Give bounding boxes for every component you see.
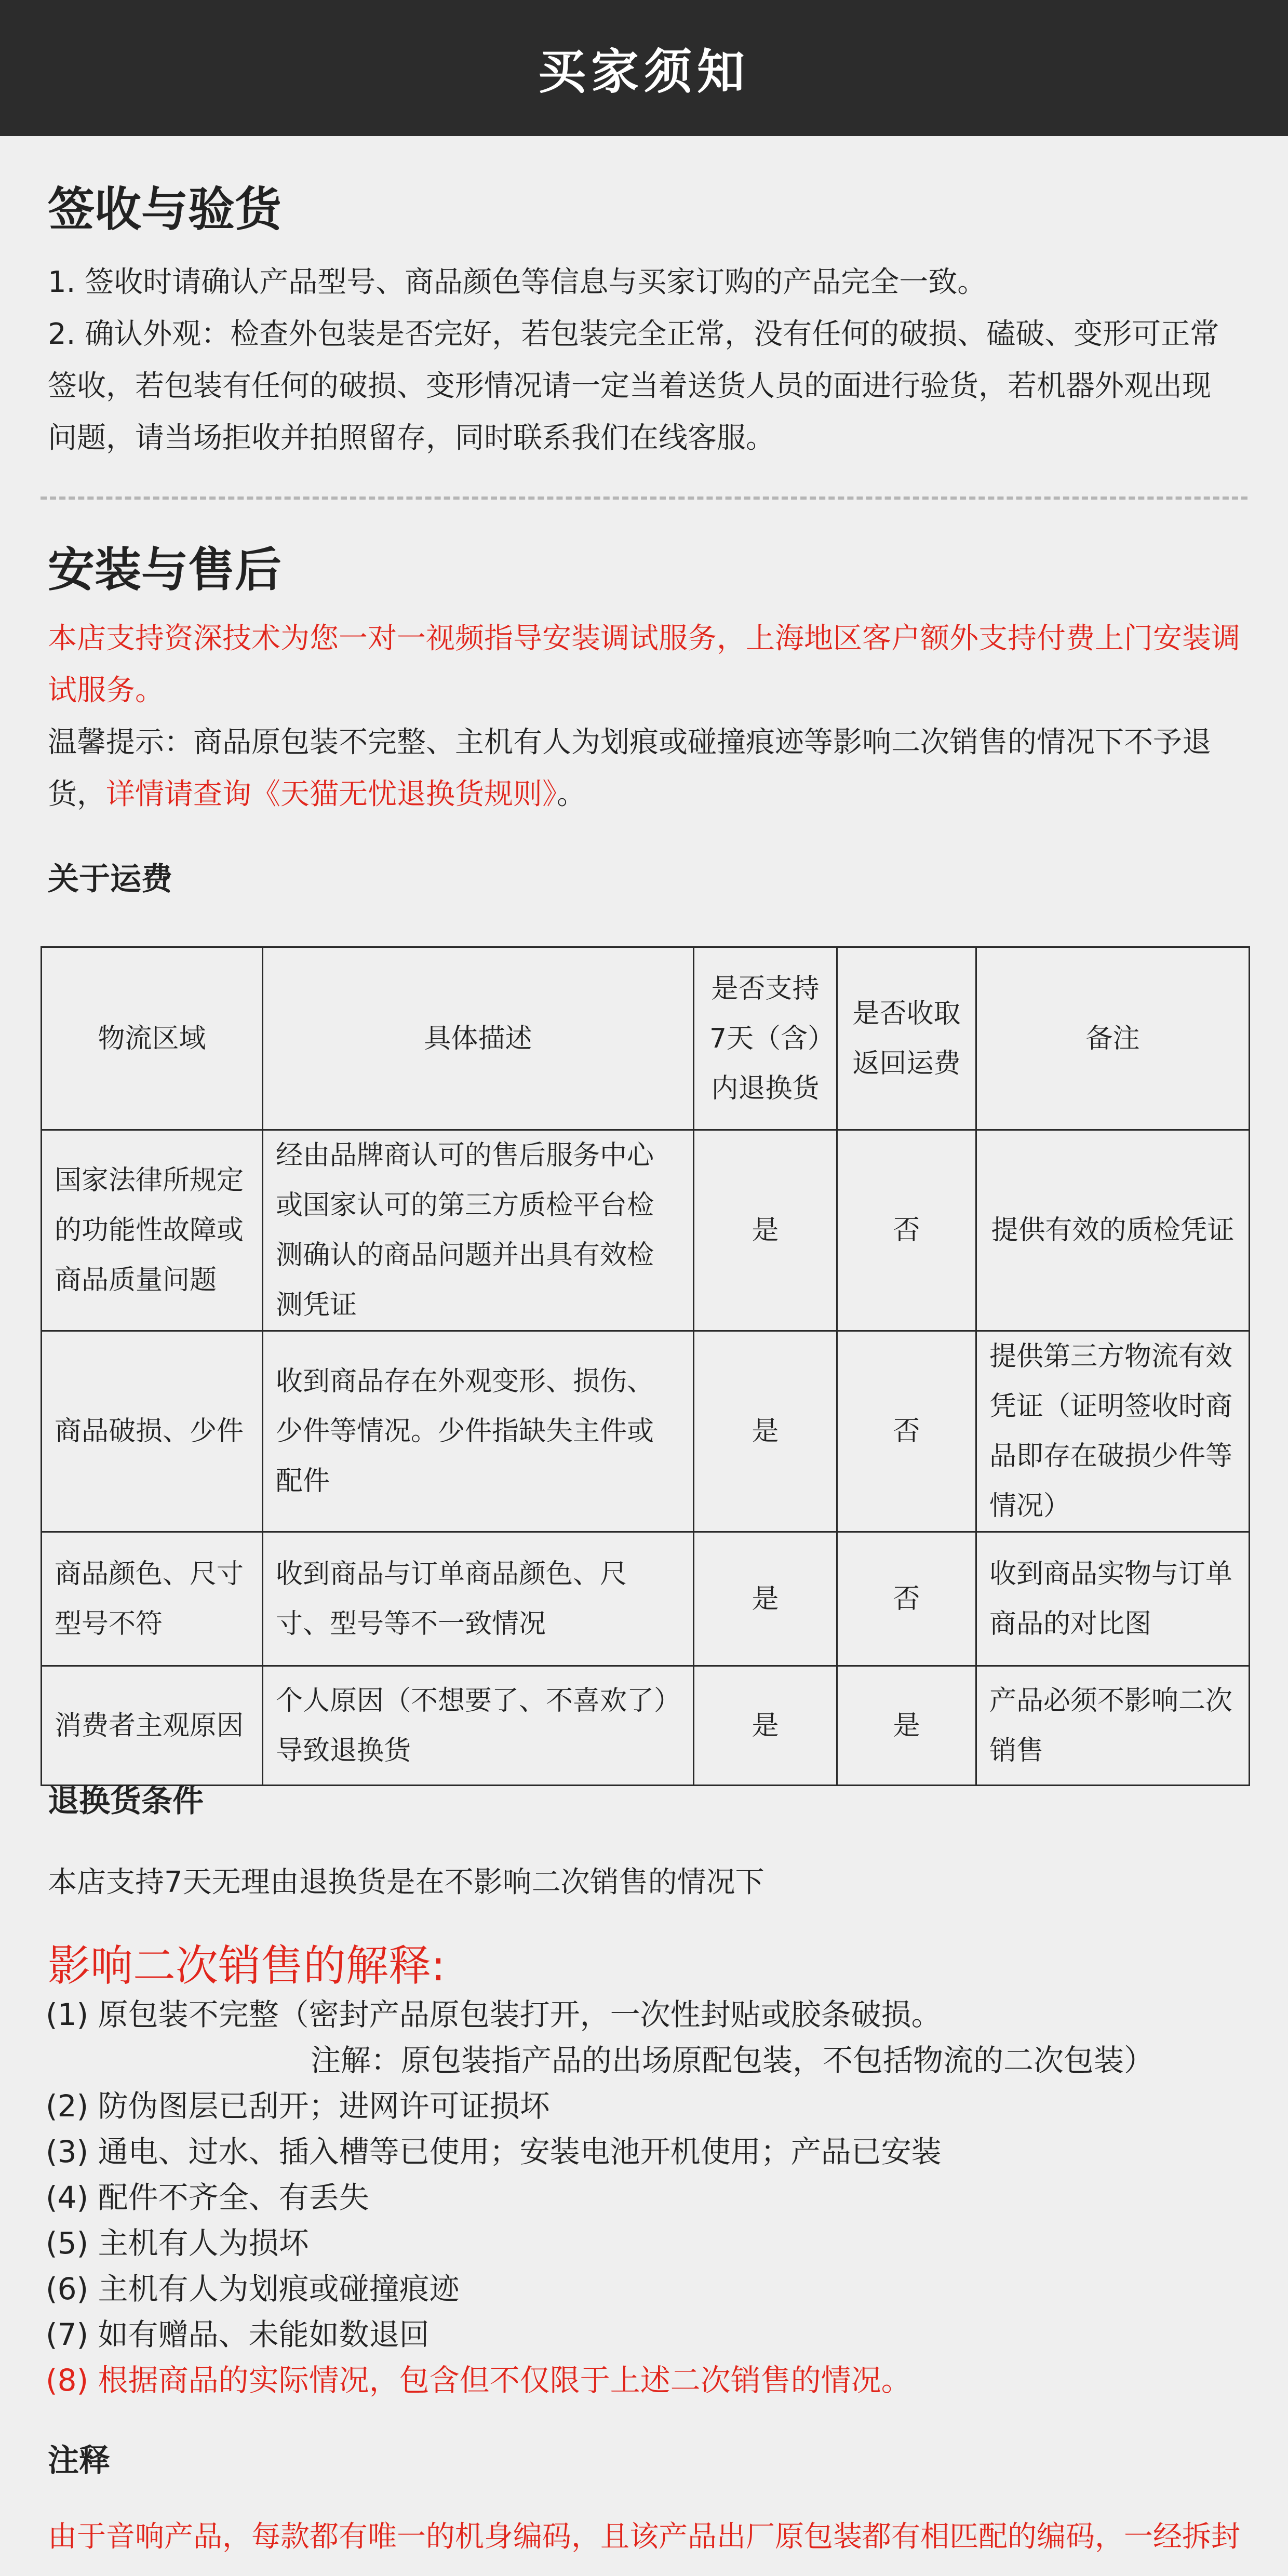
cell-fee: 否	[837, 1331, 976, 1532]
header-title: 买家须知	[538, 44, 750, 100]
col-header-fee: 是否收取返回运费	[837, 947, 976, 1130]
shipping-fee-table	[41, 946, 1250, 1786]
table-row	[42, 1666, 1250, 1786]
cell-support: 是	[694, 1532, 837, 1666]
receipt-line-4: 问题，请当场拒收并拍照留存，同时联系我们在线客服。	[48, 421, 775, 455]
list-item: (1) 原包装不完整（密封产品原包装打开，一次性封贴或胶条破损。	[46, 1997, 942, 2032]
install-text	[48, 613, 1258, 821]
cell-support: 是	[694, 1331, 837, 1532]
cell-fee: 是	[837, 1666, 976, 1786]
cell-desc: 个人原因（不想要了、不喜欢了）导致退换货	[263, 1666, 694, 1786]
table-row	[42, 1331, 1250, 1532]
col-header-note: 备注	[976, 947, 1250, 1130]
col-header-desc: 具体描述	[263, 947, 694, 1130]
list-item: (7) 如有赠品、未能如数退回	[46, 2317, 430, 2352]
tip-line-1: 温馨提示：商品原包装不完整、主机有人为划痕或碰撞痕迹等影响二次销售的情况下不予退	[48, 726, 1211, 759]
notes-title: 注释	[48, 2443, 110, 2479]
cell-area: 消费者主观原因	[42, 1666, 263, 1786]
cell-support: 是	[694, 1130, 837, 1331]
list-item-note: 注解：原包装指产品的出场原配包装，不包括物流的二次包装）	[311, 2043, 1155, 2078]
table-row	[42, 1130, 1250, 1331]
secondary-sale-list	[46, 1992, 1256, 2403]
secondary-sale-title: 影响二次销售的解释:	[48, 1941, 446, 1991]
cell-note: 收到商品实物与订单商品的对比图	[976, 1532, 1250, 1666]
receipt-text	[48, 257, 1258, 464]
cell-desc: 收到商品与订单商品颜色、尺寸、型号等不一致情况	[263, 1532, 694, 1666]
section-title-receipt: 签收与验货	[48, 182, 281, 237]
conditions-text: 本店支持7天无理由退换货是在不影响二次销售的情况下	[48, 1866, 764, 1899]
cell-support: 是	[694, 1666, 837, 1786]
cell-fee: 否	[837, 1130, 976, 1331]
receipt-line-2: 2. 确认外观：检查外包装是否完好，若包装完全正常，没有任何的破损、磕破、变形可正常	[48, 317, 1219, 351]
conditions-title: 退换货条件	[48, 1783, 204, 1819]
cell-fee: 否	[837, 1532, 976, 1666]
cell-desc: 经由品牌商认可的售后服务中心或国家认可的第三方质检平台检测确认的商品问题并出具有效检测凭证	[263, 1130, 694, 1331]
list-item-highlight: (8) 根据商品的实际情况，包含但不仅限于上述二次销售的情况。	[46, 2363, 911, 2398]
section-title-install: 安装与售后	[48, 543, 281, 597]
cell-area: 商品破损、少件	[42, 1331, 263, 1532]
tip-line-2-prefix: 货，	[48, 777, 106, 811]
section-divider	[41, 497, 1247, 500]
cell-area: 国家法律所规定的功能性故障或商品质量问题	[42, 1130, 263, 1331]
list-item: (4) 配件不齐全、有丢失	[46, 2180, 369, 2215]
list-item: (6) 主机有人为划痕或碰撞痕迹	[46, 2271, 460, 2306]
table-header-row	[42, 947, 1250, 1130]
receipt-line-3: 签收，若包装有任何的破损、变形情况请一定当着送货人员的面进行验货，若机器外观出现	[48, 369, 1211, 403]
col-header-area: 物流区域	[42, 947, 263, 1130]
page-header	[0, 0, 1288, 136]
install-service-line-2: 试服务。	[48, 674, 164, 707]
cell-area: 商品颜色、尺寸型号不符	[42, 1532, 263, 1666]
fee-title: 关于运费	[48, 861, 172, 897]
list-item: (2) 防伪图层已刮开；进网许可证损坏	[46, 2088, 550, 2124]
list-item: (3) 通电、过水、插入槽等已使用；安装电池开机使用；产品已安装	[46, 2134, 942, 2169]
cell-note: 提供有效的质检凭证	[976, 1130, 1250, 1331]
install-service-line-1: 本店支持资深技术为您一对一视频指导安装调试服务，上海地区客户额外支持付费上门安装调	[48, 622, 1240, 655]
col-header-support: 是否支持7天（含）内退换货	[694, 947, 837, 1130]
table-row	[42, 1532, 1250, 1666]
return-rules-link[interactable]: 详情请查询《天猫无忧退换货规则》	[106, 777, 557, 811]
receipt-line-1: 1. 签收时请确认产品型号、商品颜色等信息与买家订购的产品完全一致。	[48, 265, 987, 299]
cell-note: 提供第三方物流有效凭证（证明签收时商品即存在破损少件等情况）	[976, 1331, 1250, 1532]
notes-text: 由于音响产品，每款都有唯一的机身编码，且该产品出厂原包装都有相匹配的编码，一经拆封	[48, 2520, 1240, 2554]
tip-line-2-suffix: 。	[557, 777, 586, 811]
cell-note: 产品必须不影响二次销售	[976, 1666, 1250, 1786]
tip-line-2	[48, 769, 1258, 821]
cell-desc: 收到商品存在外观变形、损伤、少件等情况。少件指缺失主件或配件	[263, 1331, 694, 1532]
list-item: (5) 主机有人为损坏	[46, 2225, 309, 2261]
